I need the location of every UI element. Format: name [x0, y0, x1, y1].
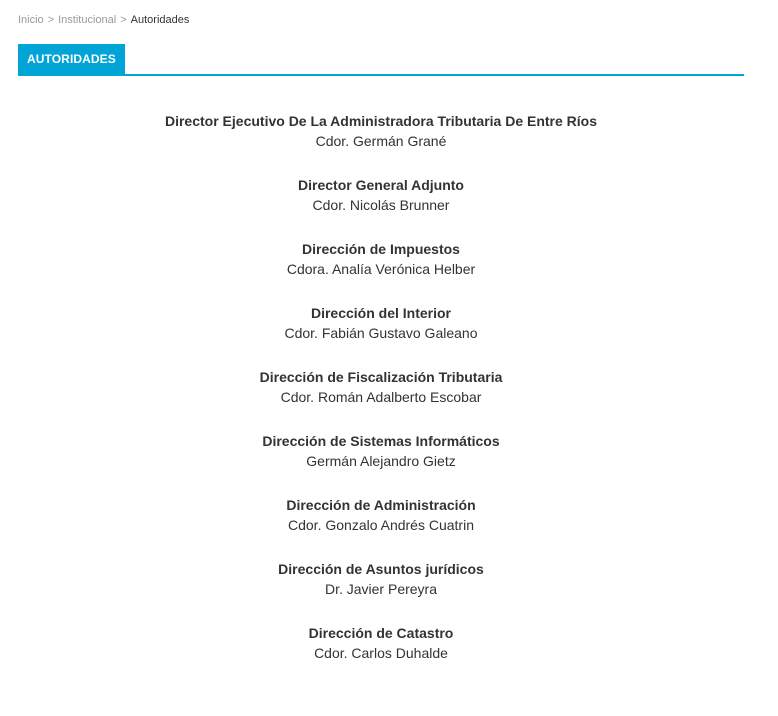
authority-name: Cdor. Gonzalo Andrés Cuatrin [288, 517, 474, 533]
breadcrumb [18, 14, 189, 27]
authority-role: Dirección de Catastro [308, 625, 454, 641]
breadcrumb-link-section[interactable]: Institucional [58, 14, 117, 26]
authority-role: Director Ejecutivo De La Administradora Tributaria De Entre Ríos [164, 113, 598, 129]
authority-role: Dirección de Asuntos jurídicos [278, 561, 484, 577]
authority-name: Cdor. Carlos Duhalde [314, 645, 448, 661]
page-title: AUTORIDADES [18, 44, 125, 74]
authority-name: Cdor. Fabián Gustavo Galeano [284, 325, 478, 341]
authority-item [18, 495, 744, 559]
authority-name: Cdora. Analía Verónica Helber [286, 261, 476, 277]
authority-role: Dirección de Sistemas Informáticos [262, 433, 500, 449]
authority-item [18, 111, 744, 175]
authority-name: Cdor. Román Adalberto Escobar [280, 389, 482, 405]
breadcrumb-separator: > [47, 14, 55, 26]
authority-item [18, 175, 744, 239]
authority-item [18, 431, 744, 495]
breadcrumb-current: Autoridades [130, 14, 190, 26]
breadcrumb-separator: > [120, 14, 127, 26]
breadcrumb-link-home[interactable]: Inicio [18, 14, 44, 26]
authority-role: Dirección de Administración [286, 497, 476, 513]
authority-item [18, 303, 744, 367]
authority-role: Dirección de Fiscalización Tributaria [259, 369, 503, 385]
authority-item [18, 559, 744, 623]
authority-name: Dr. Javier Pereyra [324, 581, 438, 597]
authority-item [18, 623, 744, 687]
authority-role: Dirección del Interior [310, 305, 452, 321]
authority-role: Director General Adjunto [298, 177, 464, 193]
authority-name: Cdor. Germán Grané [315, 133, 447, 149]
authority-role: Dirección de Impuestos [302, 241, 460, 257]
section-header [18, 44, 744, 76]
authorities-list [18, 111, 744, 687]
authority-name: Germán Alejandro Gietz [306, 453, 456, 469]
authority-item [18, 239, 744, 303]
authority-name: Cdor. Nicolás Brunner [312, 197, 450, 213]
authority-item [18, 367, 744, 431]
